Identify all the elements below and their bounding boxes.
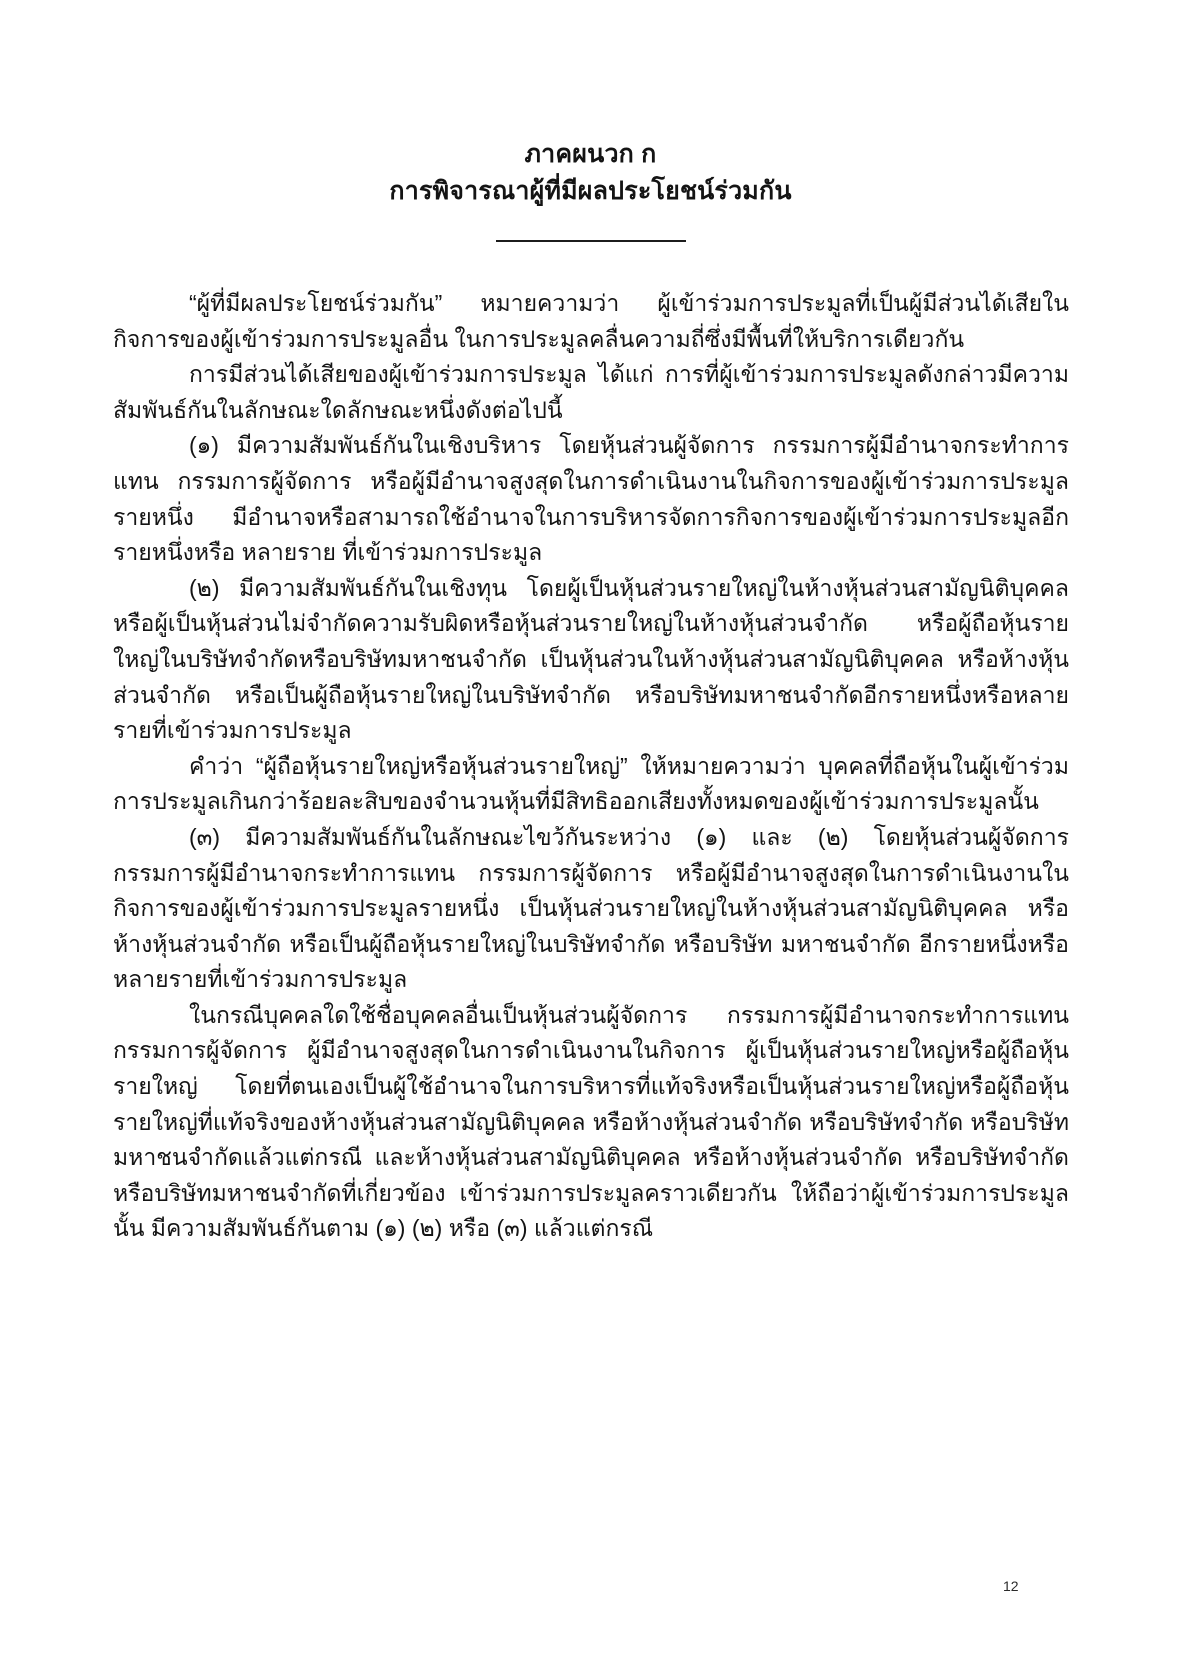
document-body xyxy=(113,286,1069,1247)
paragraph-clause-2-capital: (๒) มีความสัมพันธ์กันในเชิงทุน โดยผู้เป็นหุ้นส่วนรายใหญ่ในห้างหุ้นส่วนสามัญนิติบุคคล หรือผู้เป็นหุ้นส่วนไม่จำกัดความรับผิดหรือหุ้นส่วนรายใหญ่ในห้างหุ้นส่วนจำกัด หรือผู้ถือหุ้นรายใหญ่ในบริษัทจำกัดหรือบริษัทมหาชนจำกัด เป็นหุ้นส่วนในห้างหุ้นส่วนสามัญนิติบุคคล หรือห้างหุ้นส่วนจำกัด หรือเป็นผู้ถือหุ้นรายใหญ่ในบริษัทจำกัด หรือบริษัทมหาชนจำกัดอีกรายหนึ่งหรือหลายรายที่เข้าร่วมการประมูล xyxy=(113,574,1069,744)
page-number: 12 xyxy=(1003,1578,1019,1594)
appendix-subtitle: การพิจารณาผู้ที่มีผลประโยชน์ร่วมกัน xyxy=(389,177,792,205)
paragraph-clause-3-cross-relationship: (๓) มีความสัมพันธ์กันในลักษณะไขว้กันระหว่าง (๑) และ (๒) โดยหุ้นส่วนผู้จัดการ กรรมการผู้มีอำนาจกระทำการแทน กรรมการผู้จัดการ หรือผู้มีอำนาจสูงสุดในการดำเนินงานในกิจการของผู้เข้าร่วมการประมูลรายหนึ่ง เป็นหุ้นส่วนรายใหญ่ในห้างหุ้นส่วนสามัญนิติบุคคล หรือห้างหุ้นส่วนจำกัด หรือเป็นผู้ถือหุ้นรายใหญ่ในบริษัทจำกัด หรือบริษัท มหาชนจำกัด อีกรายหนึ่งหรือหลายรายที่เข้าร่วมการประมูล xyxy=(113,823,1069,993)
title-divider xyxy=(496,240,686,242)
paragraph-intro-relationships: การมีส่วนได้เสียของผู้เข้าร่วมการประมูล ได้แก่ การที่ผู้เข้าร่วมการประมูลดังกล่าวมีความสัมพันธ์กันในลักษณะใดลักษณะหนึ่งดังต่อไปนี้ xyxy=(113,361,1069,423)
paragraph-nominee-case: ในกรณีบุคคลใดใช้ชื่อบุคคลอื่นเป็นหุ้นส่วนผู้จัดการ กรรมการผู้มีอำนาจกระทำการแทน กรรมการผู้จัดการ ผู้มีอำนาจสูงสุดในการดำเนินงานในกิจการ ผู้เป็นหุ้นส่วนรายใหญ่หรือผู้ถือหุ้นรายใหญ่ โดยที่ตนเองเป็นผู้ใช้อำนาจในการบริหารที่แท้จริงหรือเป็นหุ้นส่วนรายใหญ่หรือผู้ถือหุ้นรายใหญ่ที่แท้จริงของห้างหุ้นส่วนสามัญนิติบุคคล หรือห้างหุ้นส่วนจำกัด หรือบริษัทจำกัด หรือบริษัทมหาชนจำกัดแล้วแต่กรณี และห้างหุ้นส่วนสามัญนิติบุคคล หรือห้างหุ้นส่วนจำกัด หรือบริษัทจำกัด หรือบริษัทมหาชนจำกัดที่เกี่ยวข้อง เข้าร่วมการประมูลคราวเดียวกัน ให้ถือว่าผู้เข้าร่วมการประมูลนั้น มีความสัมพันธ์กันตาม (๑) (๒) หรือ (๓) แล้วแต่กรณี xyxy=(113,1001,1069,1242)
paragraph-major-shareholder-definition: คำว่า “ผู้ถือหุ้นรายใหญ่หรือหุ้นส่วนรายใหญ่” ให้หมายความว่า บุคคลที่ถือหุ้นในผู้เข้าร่วมการประมูลเกินกว่าร้อยละสิบของจำนวนหุ้นที่มีสิทธิออกเสียงทั้งหมดของผู้เข้าร่วมการประมูลนั้น xyxy=(113,752,1069,815)
paragraph-clause-1-management: (๑) มีความสัมพันธ์กันในเชิงบริหาร โดยหุ้นส่วนผู้จัดการ กรรมการผู้มีอำนาจกระทำการแทน กรรมการผู้จัดการ หรือผู้มีอำนาจสูงสุดในการดำเนินงานในกิจการของผู้เข้าร่วมการประมูลรายหนึ่ง มีอำนาจหรือสามารถใช้อำนาจในการบริหารจัดการกิจการของผู้เข้าร่วมการประมูลอีกรายหนึ่งหรือ หลายราย ที่เข้าร่วมการประมูล xyxy=(113,432,1069,566)
document-header xyxy=(0,0,1181,242)
appendix-title: ภาคผนวก ก xyxy=(524,140,657,168)
paragraph-definition: “ผู้ที่มีผลประโยชน์ร่วมกัน” หมายความว่า ผู้เข้าร่วมการประมูลที่เป็นผู้มีส่วนได้เสียในกิจการของผู้เข้าร่วมการประมูลอื่น ในการประมูลคลื่นความถี่ซึ่งมีพื้นที่ให้บริการเดียวกัน xyxy=(113,290,1069,352)
